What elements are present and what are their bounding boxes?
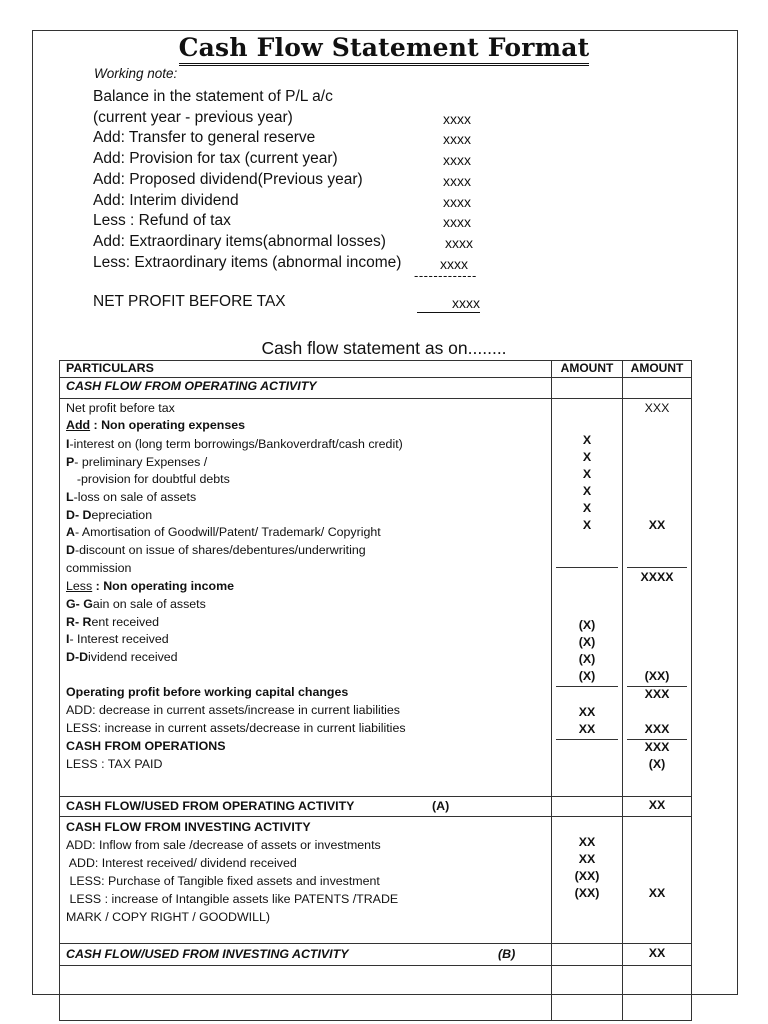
table-header-row [60,361,692,378]
investing-result-label: CASH FLOW/USED FROM INVESTING ACTIVITY [66,947,349,961]
table-row [60,817,692,944]
tax-paid-label: LESS : TAX PAID [66,757,163,771]
amount-value: (X) [578,618,596,632]
investing-result-key: (B) [498,947,516,961]
table-row [60,966,692,1021]
working-note-amount: xxxx [443,173,471,189]
working-note-amount: xxxx [443,214,471,230]
divider [556,686,618,687]
working-note-row: Less: Extraordinary items (abnormal income) [93,254,402,271]
list-item: R- Rent received [66,615,159,629]
header-amount-1: AMOUNT [552,361,623,378]
amount-value: XXX [644,722,670,736]
amount-value: X [582,518,592,532]
statement-title: Cash flow statement as on........ [261,338,507,358]
list-item: ADD: Interest received/ dividend received [66,856,297,870]
amount-value: X [582,433,592,447]
operating-heading: CASH FLOW FROM OPERATING ACTIVITY [66,379,317,393]
amount-value: X [582,450,592,464]
amount-value: XXX [644,687,670,701]
list-item: LESS : increase of Intangible assets like PATENTS /TRADE [66,892,399,906]
working-note-row: Less : Refund of tax [93,212,231,229]
working-note-row: Add: Transfer to general reserve [93,129,316,146]
working-note-amount: xxxx [443,131,471,147]
working-note-row: Add: Interim dividend [93,192,239,209]
working-note-row: Add: Provision for tax (current year) [93,150,338,167]
working-note-row: Balance in the statement of P/L a/c [93,88,333,105]
header-particulars: PARTICULARS [60,361,552,378]
separator-line: ------------- [414,268,477,283]
list-item: LESS: Purchase of Tangible fixed assets and investment [66,874,380,888]
page-title: Cash Flow Statement Format [0,33,768,62]
amount-value: (X) [578,669,596,683]
list-item: MARK / COPY RIGHT / GOODWILL) [66,910,271,924]
amount-value: XX [648,798,666,812]
wc-add-text: ADD: decrease in current assets/increase in current liabilities [66,703,401,717]
working-note-row: (current year - previous year) [93,109,293,126]
working-note-amount: xxxx [443,111,471,127]
amount-value: X [582,501,592,515]
working-note-label: Working note: [94,66,178,81]
cash-flow-table [59,360,692,1021]
list-item: D-discount on issue of shares/debentures/underwriting [66,543,366,557]
amount-value: (XX) [574,869,600,883]
amount-value: X [582,467,592,481]
cash-from-operations-label: CASH FROM OPERATIONS [66,739,226,753]
net-profit-amount: xxxx [417,295,480,313]
list-item: commission [66,561,132,575]
amount-value: XX [648,946,666,960]
investing-heading: CASH FLOW FROM INVESTING ACTIVITY [66,820,311,834]
amount-value: XX [578,835,596,849]
wc-less-text: LESS: increase in current assets/decrease in current liabilities [66,721,406,735]
divider [556,567,618,568]
net-profit-label: NET PROFIT BEFORE TAX [93,293,286,310]
divider [627,567,687,568]
amount-value: XX [578,705,596,719]
net-profit-text: Net profit before tax [66,401,175,415]
divider [556,739,618,740]
amount-value: XXX [644,740,670,754]
amount-value: (XX) [644,669,670,683]
amount-value: XXXX [640,570,674,584]
working-note-amount: xxxx [443,152,471,168]
working-note-row: Add: Proposed dividend(Previous year) [93,171,363,188]
list-item: D- Depreciation [66,508,153,522]
list-item: I- Interest received [66,632,169,646]
working-note-amount: xxxx [440,256,468,272]
list-item: -provision for doubtful debts [70,472,230,486]
table-row [60,944,692,966]
list-item: A- Amortisation of Goodwill/Patent/ Trademark/ Copyright [66,525,381,539]
amount-value: (X) [648,757,666,771]
list-item: I-interest on (long term borrowings/Bankoverdraft/cash credit) [66,437,403,451]
amount-value: XX [648,886,666,900]
list-item: L-loss on sale of assets [66,490,197,504]
amount-value: (X) [578,635,596,649]
amount-value: X [582,484,592,498]
list-item: G- Gain on sale of assets [66,597,206,611]
add-non-operating-label: Add : Non operating expenses [66,418,246,432]
operating-profit-label: Operating profit before working capital changes [66,685,349,699]
table-row [60,399,692,797]
less-non-operating-label: Less : Non operating income [66,579,234,593]
amount-value: XX [578,852,596,866]
amount-value: XXX [644,401,670,415]
amount-value: XX [578,722,596,736]
list-item: P- preliminary Expenses / [66,455,208,469]
amount-value: (X) [578,652,596,666]
header-amount-2: AMOUNT [623,361,692,378]
list-item: D-Dividend received [66,650,178,664]
working-note-amount: xxxx [443,194,471,210]
table-row [60,378,692,399]
operating-result-label: CASH FLOW/USED FROM OPERATING ACTIVITY [66,799,355,813]
working-note-row: Add: Extraordinary items(abnormal losses) [93,233,386,250]
working-note-amount: xxxx [445,235,473,251]
operating-result-key: (A) [432,799,450,813]
amount-value: (XX) [574,886,600,900]
table-row [60,797,692,817]
amount-value: XX [648,518,666,532]
list-item: ADD: Inflow from sale /decrease of assets or investments [66,838,381,852]
